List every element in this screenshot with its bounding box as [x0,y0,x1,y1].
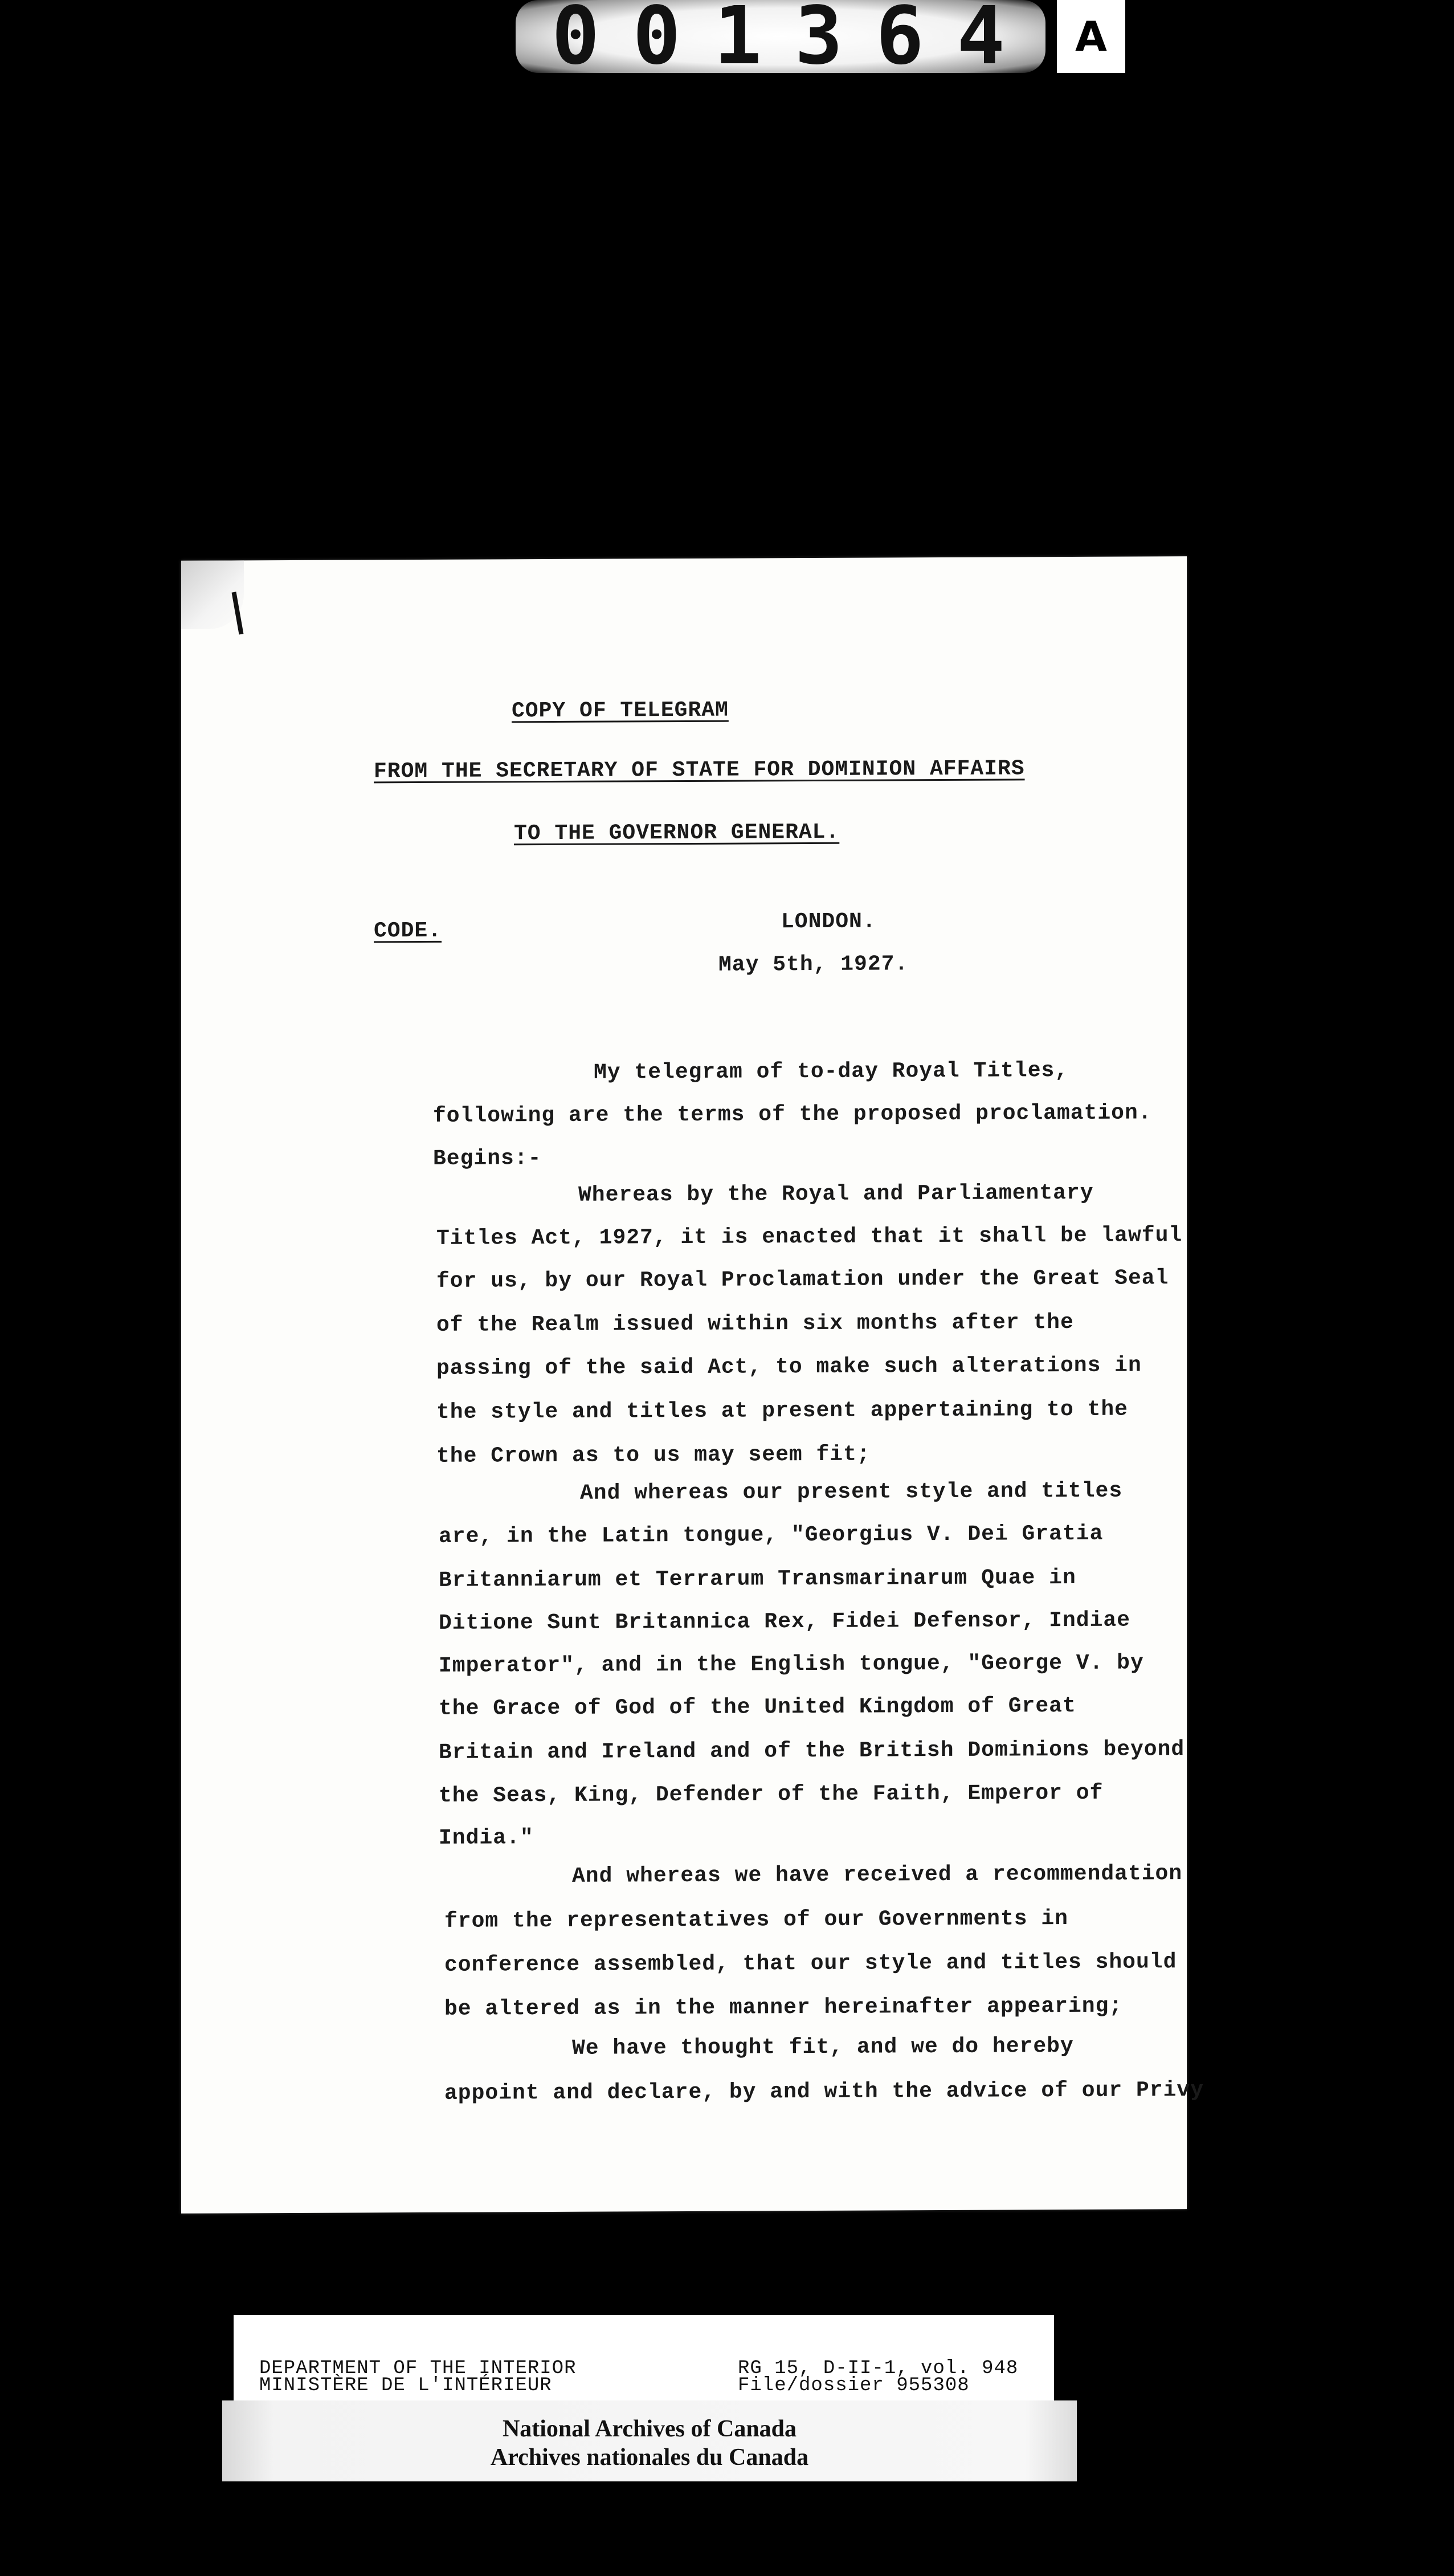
department-fr: MINISTÈRE DE L'INTÉRIEUR [259,2375,552,2396]
archives-name-en: National Archives of Canada [502,2416,797,2442]
body-line: following are the terms of the proposed proclamation. [433,1100,1152,1128]
archives-label [222,2400,1077,2481]
body-line: My telegram of to-day Royal Titles, [594,1058,1069,1085]
body-line: Ditione Sunt Britannica Rex, Fidei Defensor, Indiae [439,1608,1130,1636]
body-line: And whereas our present style and titles [580,1478,1123,1506]
body-line: the Seas, King, Defender of the Faith, Emperor of [439,1780,1104,1808]
body-line: from the representatives of our Governments in [444,1906,1068,1934]
body-line: Britain and Ireland and of the British Dominions beyond [439,1737,1185,1765]
frame-number: 001364 [552,0,1038,83]
frame-number-tab [516,0,1045,83]
frame-letter-tab [1057,0,1125,73]
body-line: appoint and declare, by and with the advice of our Privy [444,2078,1204,2106]
body-line: Whereas by the Royal and Parliamentary [578,1180,1094,1208]
title-line-3: TO THE GOVERNOR GENERAL. [514,820,840,846]
body-line: And whereas we have received a recommendation [572,1861,1183,1889]
frame-letter: A [1075,13,1107,60]
body-line: Imperator", and in the English tongue, "George V. by [439,1650,1144,1678]
body-line: be altered as in the manner hereinafter appearing; [444,1994,1123,2021]
body-line: for us, by our Royal Proclamation under the Great Seal [436,1266,1169,1294]
file-number: File/dossier 955308 [738,2375,970,2396]
archive-reference-label [234,2315,1054,2400]
document-sheet [181,556,1204,2214]
body-line: India." [439,1825,534,1851]
body-line: the Crown as to us may seem fit; [436,1442,871,1469]
body-line: the Grace of God of the United Kingdom of Great [439,1693,1076,1721]
place: LONDON. [781,909,876,935]
department-en: DEPARTMENT OF THE INTERIOR [259,2358,577,2379]
body-line: Begins:- [433,1146,542,1171]
title-line-2: FROM THE SECRETARY OF STATE FOR DOMINION AFFAIRS [374,756,1025,784]
body-line: passing of the said Act, to make such alterations in [436,1353,1142,1381]
code-label: CODE. [374,918,442,944]
body-line: We have thought fit, and we do hereby [572,2034,1074,2061]
title-line-1: COPY OF TELEGRAM [512,698,729,724]
body-line: the style and titles at present appertaining to the [436,1397,1128,1425]
record-group-reference: RG 15, D-II-1, vol. 948 [738,2358,1019,2379]
body-line: Britanniarum et Terrarum Transmarinarum Quae in [439,1565,1076,1593]
archives-name-fr: Archives nationales du Canada [490,2444,809,2471]
body-line: of the Realm issued within six months after the [436,1310,1074,1338]
date: May 5th, 1927. [718,952,909,977]
body-line: are, in the Latin tongue, "Georgius V. Dei Gratia [439,1521,1104,1549]
body-line: Titles Act, 1927, it is enacted that it shall be lawful [436,1223,1183,1251]
body-line: conference assembled, that our style and titles should [444,1950,1177,1978]
